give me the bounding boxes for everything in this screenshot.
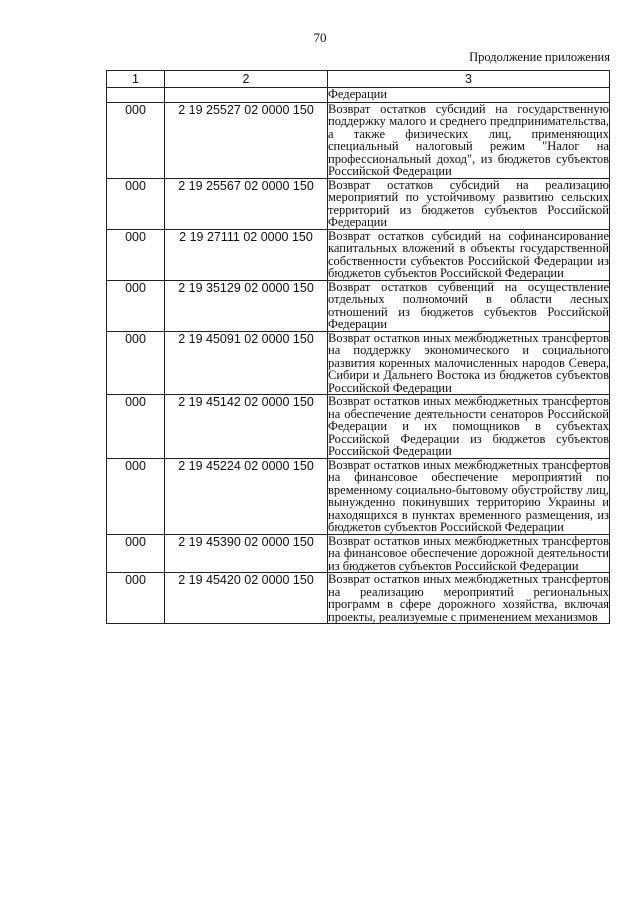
admin-code-cell: 000 [107, 229, 165, 280]
admin-code-cell: 000 [107, 395, 165, 459]
column-header-3: 3 [328, 71, 610, 88]
empty-cell [165, 88, 328, 103]
table-header-row [107, 71, 610, 88]
admin-code-cell: 000 [107, 280, 165, 331]
continued-description: Федерации [328, 88, 610, 103]
table-row [107, 458, 610, 534]
admin-code-cell: 000 [107, 573, 165, 624]
description-cell: Возврат остатков иных межбюджетных трансфертов на поддержку экономического и социального развития коренных малочисленных народов Севера, Сибири и Дальнего Востока из бюджетов субъектов Российской Федерации [328, 330, 609, 395]
table-row [107, 280, 610, 331]
description-cell: Возврат остатков иных межбюджетных трансфертов на финансовое обеспечение мероприятий по временному социально-бытовому обустройству лиц, вынужденно покинувших территорию Украины и находящихся в пунктах временного размещения, из бюджетов субъектов Российской Федерации [328, 457, 609, 534]
budget-code-cell: 2 19 45420 02 0000 150 [165, 573, 328, 624]
table-row [107, 534, 610, 573]
budget-code-cell: 2 19 25527 02 0000 150 [165, 102, 328, 178]
budget-code-cell: 2 19 25567 02 0000 150 [165, 178, 328, 229]
page-number: 70 [313, 30, 327, 45]
table-row [107, 395, 610, 459]
column-header-1: 1 [107, 71, 165, 88]
empty-cell [107, 88, 165, 103]
continuation-label: Продолжение приложения [469, 50, 610, 64]
admin-code-cell: 000 [107, 178, 165, 229]
budget-code-cell: 2 19 45142 02 0000 150 [165, 395, 328, 459]
table-row-continued [107, 88, 610, 103]
description-cell: Возврат остатков субсидий на софинансирование капитальных вложений в объекты государственной собственности субъектов Российской Федерации из бюджетов субъектов Российской Федерации [328, 228, 609, 280]
budget-code-cell: 2 19 45390 02 0000 150 [165, 534, 328, 573]
budget-code-cell: 2 19 35129 02 0000 150 [165, 280, 328, 331]
column-header-2: 2 [165, 71, 328, 88]
budget-codes-table [106, 70, 610, 624]
description-cell: Возврат остатков субсидий на реализацию мероприятий по устойчивому развитию сельских территорий из бюджетов субъектов Российской Федерации [328, 177, 609, 229]
admin-code-cell: 000 [107, 458, 165, 534]
description-cell: Возврат остатков субсидий на государственную поддержку малого и среднего предпринимательства, а также физических лиц, применяющих специальный налоговый режим "Налог на профессиональный доход", из бюджетов субъектов Российской Федерации [328, 101, 609, 178]
description-cell: Возврат остатков иных межбюджетных трансфертов на обеспечение деятельности сенаторов Российской Федерации и их помощников в субъектах Российской Федерации из бюджетов субъектов Российской Федерации [328, 394, 609, 458]
admin-code-cell: 000 [107, 331, 165, 395]
description-cell: Возврат остатков иных межбюджетных трансфертов на финансовое обеспечение дорожной деятельности из бюджетов субъектов Российской Федерации [328, 533, 609, 573]
description-cell: Возврат остатков субвенций на осуществление отдельных полномочий в области лесных отношений из бюджетов субъектов Российской Федерации [328, 279, 609, 331]
budget-code-cell: 2 19 27111 02 0000 150 [165, 229, 328, 280]
admin-code-cell: 000 [107, 534, 165, 573]
description-cell: Возврат остатков иных межбюджетных трансфертов на реализацию мероприятий региональных программ в сфере дорожного хозяйства, включая проекты, реализуемые с применением механизмов [328, 572, 609, 624]
budget-code-cell: 2 19 45224 02 0000 150 [165, 458, 328, 534]
table-row [107, 178, 610, 229]
table-row [107, 573, 610, 624]
budget-code-cell: 2 19 45091 02 0000 150 [165, 331, 328, 395]
table-row [107, 331, 610, 395]
table-row [107, 102, 610, 178]
table-row [107, 229, 610, 280]
admin-code-cell: 000 [107, 102, 165, 178]
